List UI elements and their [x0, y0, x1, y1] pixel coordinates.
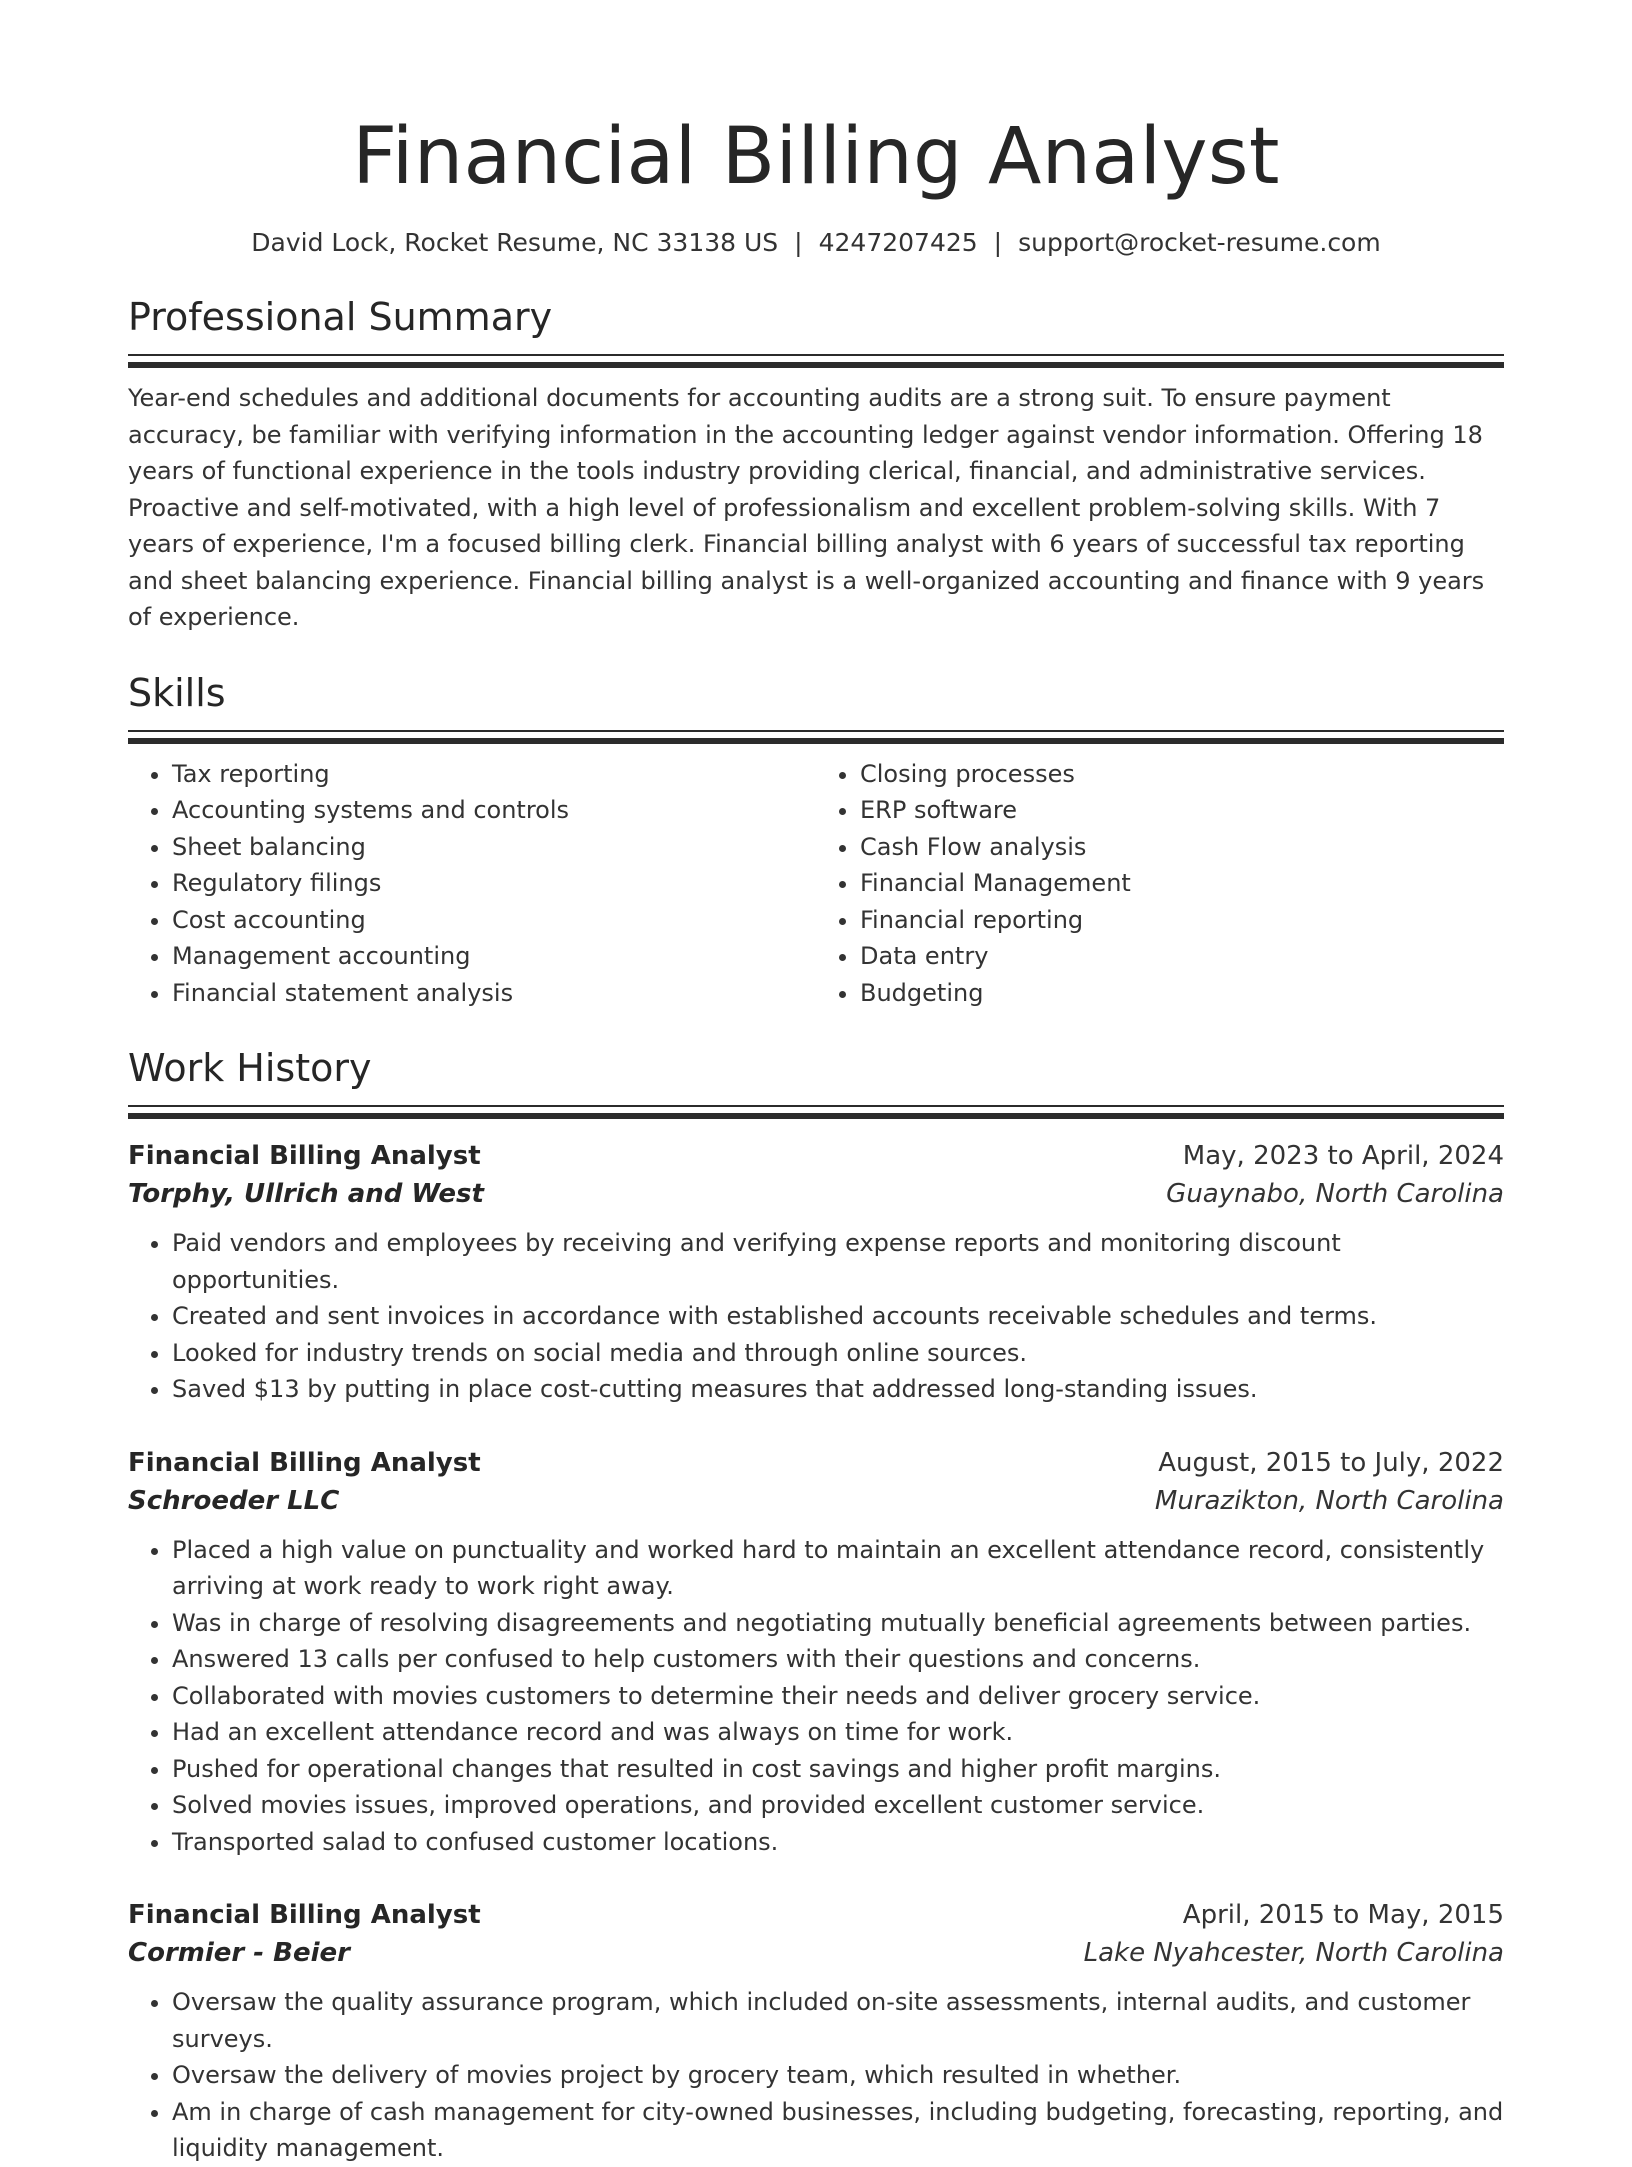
work-history-heading: Work History [128, 1046, 372, 1090]
skills-section [128, 670, 1504, 1012]
job-company: Cormier - Beier [128, 1938, 350, 1968]
job-header-row [128, 1444, 1504, 1482]
job-bullet: • Solved movies issues, improved operations, and provided excellent customer service. [172, 1787, 1504, 1824]
job-dates: August, 2015 to July, 2022 [1158, 1447, 1504, 1478]
section-divider [128, 1105, 1504, 1107]
job-bullets [128, 1532, 1504, 1861]
section-divider [128, 354, 1504, 356]
job-bullet: • Paid vendors and employees by receiving and verifying expense reports and monitoring discount opportunities. [172, 1225, 1504, 1298]
contact-separator: | [993, 228, 1003, 257]
contact-address: David Lock, Rocket Resume, NC 33138 US [251, 228, 779, 257]
skill-item: • Closing processes [860, 756, 1504, 793]
job-title: Financial Billing Analyst [128, 1900, 481, 1930]
skill-item: • Sheet balancing [172, 829, 816, 866]
skill-item: • Cost accounting [172, 902, 816, 939]
job-bullet: • Had an excellent attendance record and was always on time for work. [172, 1714, 1504, 1751]
job-entry [128, 1137, 1504, 1408]
work-history-section [128, 1045, 1504, 2167]
job-bullet: • Am in charge of cash management for city-owned businesses, including budgeting, forecasting, reporting, and liquidity management. [172, 2094, 1504, 2167]
skill-item: • Budgeting [860, 975, 1504, 1012]
contact-line [128, 226, 1504, 260]
job-location: Lake Nyahcester, North Carolina [1083, 1938, 1504, 1968]
job-company: Schroeder LLC [128, 1485, 340, 1516]
job-bullet: • Looked for industry trends on social media and through online sources. [172, 1335, 1504, 1372]
skills-heading: Skills [128, 670, 226, 715]
job-bullets [128, 1984, 1504, 2167]
section-divider-thick [128, 738, 1504, 744]
job-bullet: • Saved $13 by putting in place cost-cutting measures that addressed long-standing issues. [172, 1371, 1504, 1408]
skills-left-list [128, 756, 816, 1012]
section-divider [128, 730, 1504, 732]
skill-item: • ERP software [860, 792, 1504, 829]
contact-separator: | [794, 228, 803, 257]
job-header-row [128, 1896, 1504, 1934]
skill-item: • Accounting systems and controls [172, 792, 816, 829]
job-bullet: • Answered 13 calls per confused to help customers with their questions and concerns. [172, 1641, 1504, 1678]
job-title: Financial Billing Analyst [128, 1141, 481, 1171]
job-bullet: • Pushed for operational changes that resulted in cost savings and higher profit margins. [172, 1751, 1504, 1788]
job-bullet: • Oversaw the quality assurance program, which included on-site assessments, internal audits, and customer surveys. [172, 1984, 1504, 2057]
job-bullet: • Transported salad to confused customer locations. [172, 1824, 1504, 1861]
summary-section [128, 294, 1504, 636]
job-bullet: • Created and sent invoices in accordance with established accounts receivable schedules and terms. [172, 1298, 1504, 1335]
summary-heading: Professional Summary [128, 295, 553, 339]
job-company-row [128, 1934, 1504, 1972]
job-bullet: • Oversaw the delivery of movies project by grocery team, which resulted in whether. [172, 2057, 1504, 2094]
job-location: Murazikton, North Carolina [1154, 1485, 1504, 1516]
resume-title: Financial Billing Analyst [352, 112, 1280, 202]
job-location: Guaynabo, North Carolina [1166, 1179, 1504, 1209]
contact-email[interactable]: support@rocket-resume.com [1018, 228, 1381, 257]
skill-item: • Financial statement analysis [172, 975, 816, 1012]
job-title: Financial Billing Analyst [128, 1447, 481, 1478]
job-dates: May, 2023 to April, 2024 [1182, 1141, 1504, 1171]
skill-item: • Regulatory filings [172, 865, 816, 902]
contact-phone: 4247207425 [818, 228, 978, 257]
skill-item: • Data entry [860, 938, 1504, 975]
job-dates: April, 2015 to May, 2015 [1182, 1900, 1504, 1930]
job-entry [128, 1896, 1504, 2167]
skill-item: • Financial Management [860, 865, 1504, 902]
job-bullet: • Placed a high value on punctuality and worked hard to maintain an excellent attendance record, consistently arriving at work ready to work right away. [172, 1532, 1504, 1605]
job-company-row [128, 1175, 1504, 1213]
section-divider-thick [128, 1113, 1504, 1119]
skill-item: • Cash Flow analysis [860, 829, 1504, 866]
job-company: Torphy, Ullrich and West [128, 1179, 484, 1209]
skill-item: • Financial reporting [860, 902, 1504, 939]
skill-item: • Tax reporting [172, 756, 816, 793]
job-entry [128, 1444, 1504, 1861]
skills-right-list [816, 756, 1504, 1012]
section-divider-thick [128, 362, 1504, 368]
job-bullet: • Was in charge of resolving disagreements and negotiating mutually beneficial agreements between parties. [172, 1605, 1504, 1642]
job-bullets [128, 1225, 1504, 1408]
summary-text: Year-end schedules and additional documents for accounting audits are a strong suit. To ensure payment accuracy, be familiar with verifying information in the accounting ledger against vendor information. Offering 18 years of functional experience in the tools industry providing clerical, financial, and administrative services. Proactive and self-motivated, with a high level of professionalism and excellent problem-solving skills. With 7 years of experience, I'm a focused billing clerk. Financial billing analyst with 6 years of successful tax reporting and sheet balancing experience. Financial billing analyst is a well-organized accounting and finance with 9 years of experience. [128, 384, 1485, 631]
job-header-row [128, 1137, 1504, 1175]
skill-item: • Management accounting [172, 938, 816, 975]
job-bullet: • Collaborated with movies customers to determine their needs and deliver grocery service. [172, 1678, 1504, 1715]
skills-columns [128, 756, 1504, 1012]
job-company-row [128, 1482, 1504, 1520]
